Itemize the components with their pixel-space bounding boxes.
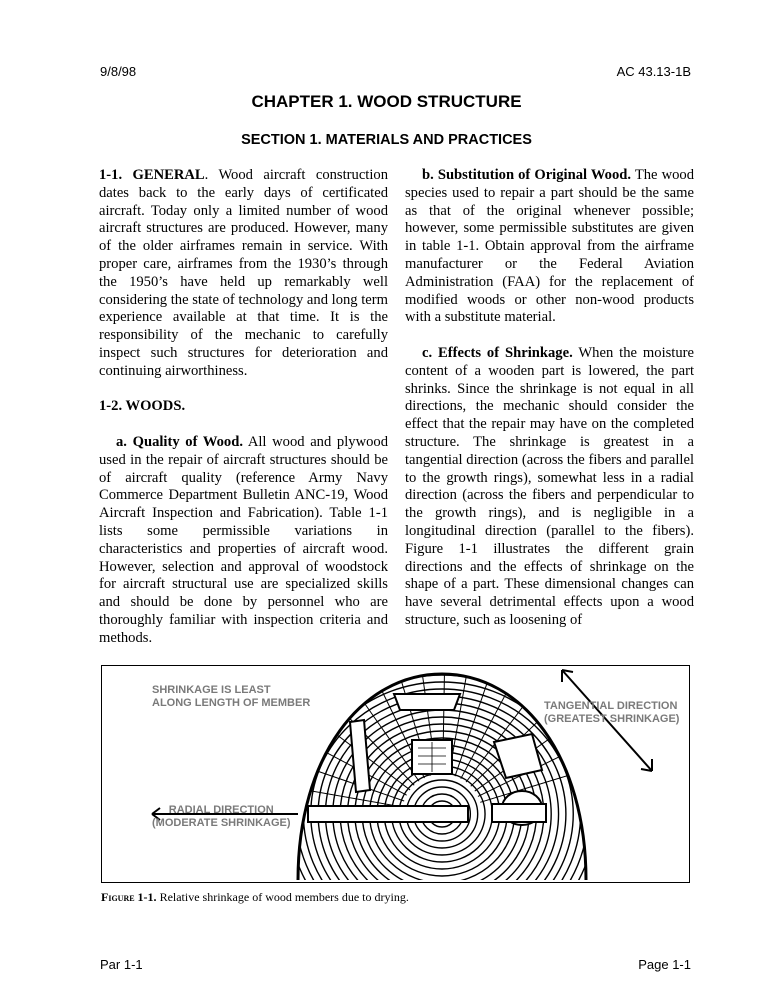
paragraph-shrinkage-text: When the moisture content of a wooden part is lowered, the part shrinks. Since the shrinkage is not equal in all directions, the mechanic should consider the effect that the repair may have on the completed structure. The shrinkage is greatest in a tangential direction (across the fibers and parallel to the growth rings), somewhat less in a radial direction (across the fibers and perpendicular to the growth rings), and is negligible in a longitudinal direction (parallel to the fibers). Figure 1-1 illustrates the different grain directions and the effects of shrinkage on the shape of a part. These dimensional changes can have several detrimental effects upon a wood structure, such as loosening of [405, 344, 694, 628]
paragraph-shrinkage [405, 345, 694, 630]
header-date: 9/8/98 [100, 64, 137, 79]
label-radial-direction: RADIAL DIRECTION (MODERATE SHRINKAGE) [152, 804, 291, 829]
left-column [99, 167, 388, 648]
paragraph-quality-heading: a. Quality of Wood. [116, 433, 243, 450]
footer-page-number: Page 1-1 [638, 957, 691, 972]
paragraph-general-heading: 1-1. GENERAL [99, 167, 205, 183]
paragraph-general [99, 167, 388, 381]
figure-caption-text: Relative shrinkage of wood members due to drying. [156, 890, 409, 904]
figure-caption-label: Figure 1-1. [101, 890, 157, 904]
paragraph-general-text: . Wood aircraft construction dates back to the early days of certificated aircraft. Today only a limited number of wood aircraft structures are produced. However, many of the older airframes remain in service. With proper care, airframes from the 1930’s through the 1950’s have held up remarkably well considering the state of technology and long term experience available at that time. It is the responsibility of the mechanic to carefully inspect such structures for deterioration and continuing airworthiness. [99, 167, 388, 379]
paragraph-substitution-text: The wood species used to repair a part should be the same as that of the original whenever possible; however, some permissible substitutes are given in table 1-1. Obtain approval from the airframe manufacturer or the Federal Aviation Administration (FAA) for the replacement of modified woods or other non-wood products with a substitute material. [405, 167, 694, 326]
label-tangential-direction: TANGENTIAL DIRECTION (GREATEST SHRINKAGE) [544, 700, 680, 725]
right-column [405, 167, 694, 630]
paragraph-woods-heading: 1-2. WOODS. [99, 398, 186, 415]
paragraph-shrinkage-heading: c. Effects of Shrinkage. [422, 344, 573, 361]
paragraph-quality-of-wood [99, 434, 388, 648]
footer-paragraph: Par 1-1 [100, 957, 143, 972]
section-title: SECTION 1. MATERIALS AND PRACTICES [241, 132, 532, 148]
paragraph-substitution [405, 167, 694, 327]
paragraph-quality-text: All wood and plywood used in the repair of aircraft structures should be of aircraft quality (reference Army Navy Commerce Department Bulletin ANC-19, Wood Aircraft Inspection and Fabrication). Table 1-1 lists some permissible variations in characteristics and properties of aircraft wood. However, selection and approval of woodstock for aircraft structural use are specialized skills and should be done by personnel who are thoroughly familiar with inspection criteria and methods. [99, 433, 388, 646]
paragraph-substitution-heading: b. Substitution of Original Wood. [422, 167, 632, 183]
header-doc-id: AC 43.13-1B [616, 64, 691, 79]
label-longitudinal: SHRINKAGE IS LEAST ALONG LENGTH OF MEMBER [152, 684, 311, 709]
chapter-title: CHAPTER 1. WOOD STRUCTURE [251, 92, 522, 111]
paragraph-woods [99, 398, 388, 416]
figure-caption [101, 890, 409, 905]
figure-wood-shrinkage [101, 665, 690, 883]
